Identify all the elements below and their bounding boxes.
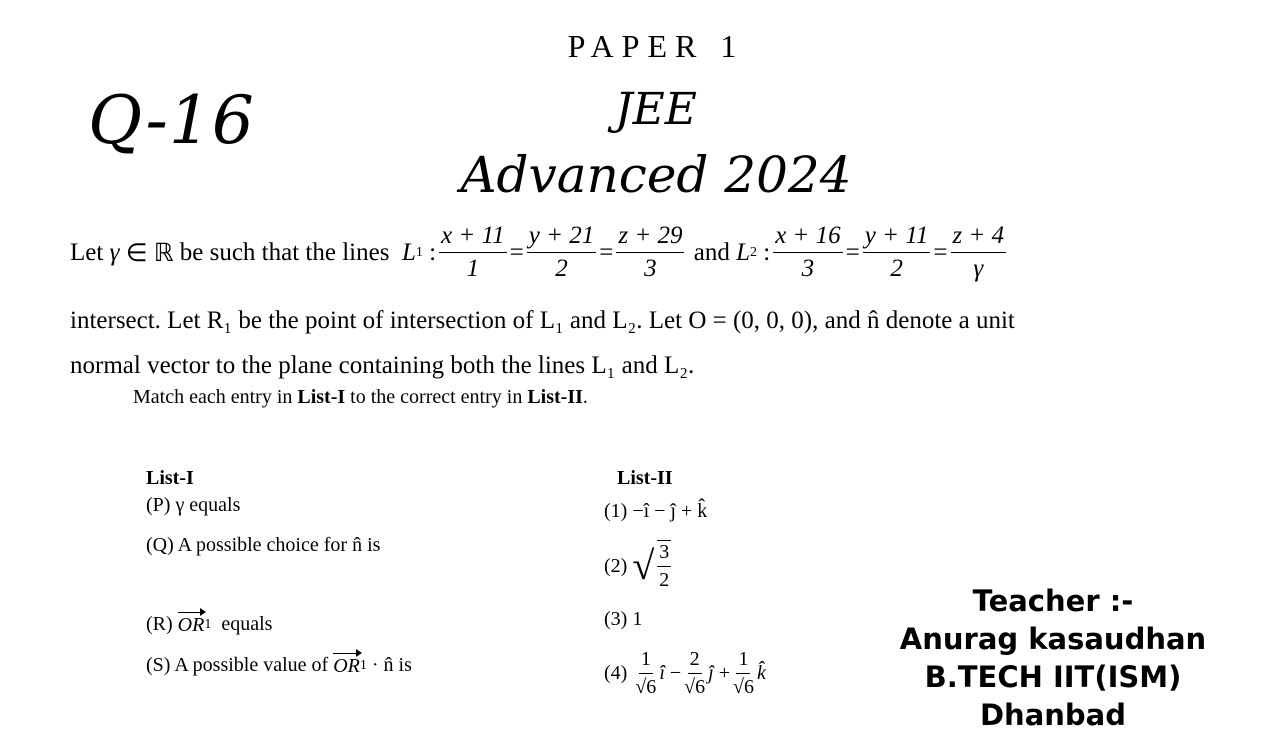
exam-name: JEE xyxy=(615,84,697,135)
gamma-symbol: γ xyxy=(109,238,120,266)
denominator: √6 xyxy=(684,676,706,698)
question-number: Q-16 xyxy=(88,82,255,159)
denominator: √6 xyxy=(732,676,754,698)
equals: = xyxy=(845,238,860,266)
numerator: 1 xyxy=(639,648,653,674)
numerator: 3 xyxy=(657,541,671,567)
list1-item-q: (Q) A possible choice for n̂ is xyxy=(146,534,381,556)
numerator: x + 16 xyxy=(773,222,842,253)
operator: − xyxy=(669,662,682,684)
fraction xyxy=(863,222,931,283)
text: Let xyxy=(70,238,104,266)
operator: + xyxy=(718,662,730,684)
numerator: 1 xyxy=(736,648,750,674)
colon: : xyxy=(429,238,437,266)
list1-item-p: (P) γ equals xyxy=(146,494,241,516)
line-l2: L xyxy=(736,238,750,266)
text: and xyxy=(693,238,730,266)
equals: = xyxy=(599,238,614,266)
text: · n̂ is xyxy=(371,654,412,676)
numerator: y + 11 xyxy=(863,222,931,253)
label: (S) A possible value of xyxy=(146,654,329,676)
fraction xyxy=(657,540,671,592)
line-l1: L xyxy=(401,238,416,266)
teacher-degree: B.TECH IIT(ISM) Dhanbad xyxy=(924,660,1182,732)
question-line-2: intersect. Let R₁ be the point of intersection of L₁ and L₂. Let O = (0, 0, 0), and n̂ denote a unit xyxy=(70,307,1015,334)
text: be such that the lines xyxy=(179,238,390,266)
radical-sign: √ xyxy=(632,543,655,588)
equals: = xyxy=(509,238,524,266)
denominator: 3 xyxy=(801,255,815,282)
numerator: z + 4 xyxy=(951,222,1007,253)
subscript: 1 xyxy=(359,657,367,673)
fraction xyxy=(773,222,842,283)
teacher-label: Teacher :- xyxy=(972,584,1134,618)
denominator: 1 xyxy=(466,255,480,282)
numerator: x + 11 xyxy=(439,222,507,253)
text: Match each entry in xyxy=(133,386,293,408)
fraction xyxy=(439,222,507,283)
equals: = xyxy=(933,238,948,266)
question-line-1 xyxy=(70,222,1009,283)
subscript: 1 xyxy=(204,616,212,632)
fraction xyxy=(684,648,705,699)
denominator: 2 xyxy=(890,255,903,282)
list1-ref: List-I xyxy=(297,386,346,408)
list2-option-2 xyxy=(604,540,674,592)
subscript: 2 xyxy=(749,244,757,260)
subscript: 1 xyxy=(415,244,423,260)
denominator: 2 xyxy=(555,255,568,282)
label: (4) xyxy=(604,662,628,684)
vector-or: OR xyxy=(333,655,360,677)
denominator: √6 xyxy=(635,676,657,698)
teacher-name: Anurag kasaudhan xyxy=(899,622,1207,656)
set-membership: ∈ ℝ xyxy=(125,239,174,267)
match-instruction xyxy=(133,386,588,409)
fraction xyxy=(635,648,656,699)
text: . xyxy=(582,386,588,408)
list2-option-1: (1) −î − ĵ + k̂ xyxy=(604,500,708,522)
unit-vector-j: ĵ xyxy=(708,662,714,684)
list2-header: List-II xyxy=(617,467,673,489)
label: (R) xyxy=(146,613,173,635)
label: (2) xyxy=(604,554,628,577)
fraction xyxy=(951,222,1007,283)
numerator: z + 29 xyxy=(616,222,684,253)
numerator: y + 21 xyxy=(527,222,596,253)
list2-option-4 xyxy=(604,648,766,699)
list1-item-s xyxy=(146,653,412,678)
square-root xyxy=(632,540,674,592)
paper-label: PAPER 1 xyxy=(567,28,745,64)
colon: : xyxy=(763,238,771,266)
exam-year: Advanced 2024 xyxy=(460,146,852,204)
text: equals xyxy=(221,613,273,635)
unit-vector-k: k̂ xyxy=(756,662,766,684)
numerator: 2 xyxy=(688,648,702,674)
denominator: 2 xyxy=(659,569,670,591)
fraction xyxy=(616,222,684,283)
list2-option-3: (3) 1 xyxy=(604,608,643,630)
fraction xyxy=(733,648,754,699)
text: to the correct entry in xyxy=(350,386,523,408)
denominator: 3 xyxy=(644,255,657,282)
list1-header: List-I xyxy=(146,467,194,489)
denominator: γ xyxy=(973,255,984,282)
question-line-3: normal vector to the plane containing both the lines L₁ and L₂. xyxy=(70,352,695,379)
unit-vector-i: î xyxy=(659,662,665,684)
teacher-credit xyxy=(858,582,1248,734)
fraction xyxy=(527,222,596,283)
list2-ref: List-II xyxy=(527,386,583,408)
list1-item-r xyxy=(146,612,272,637)
vector-or: OR xyxy=(177,614,205,636)
